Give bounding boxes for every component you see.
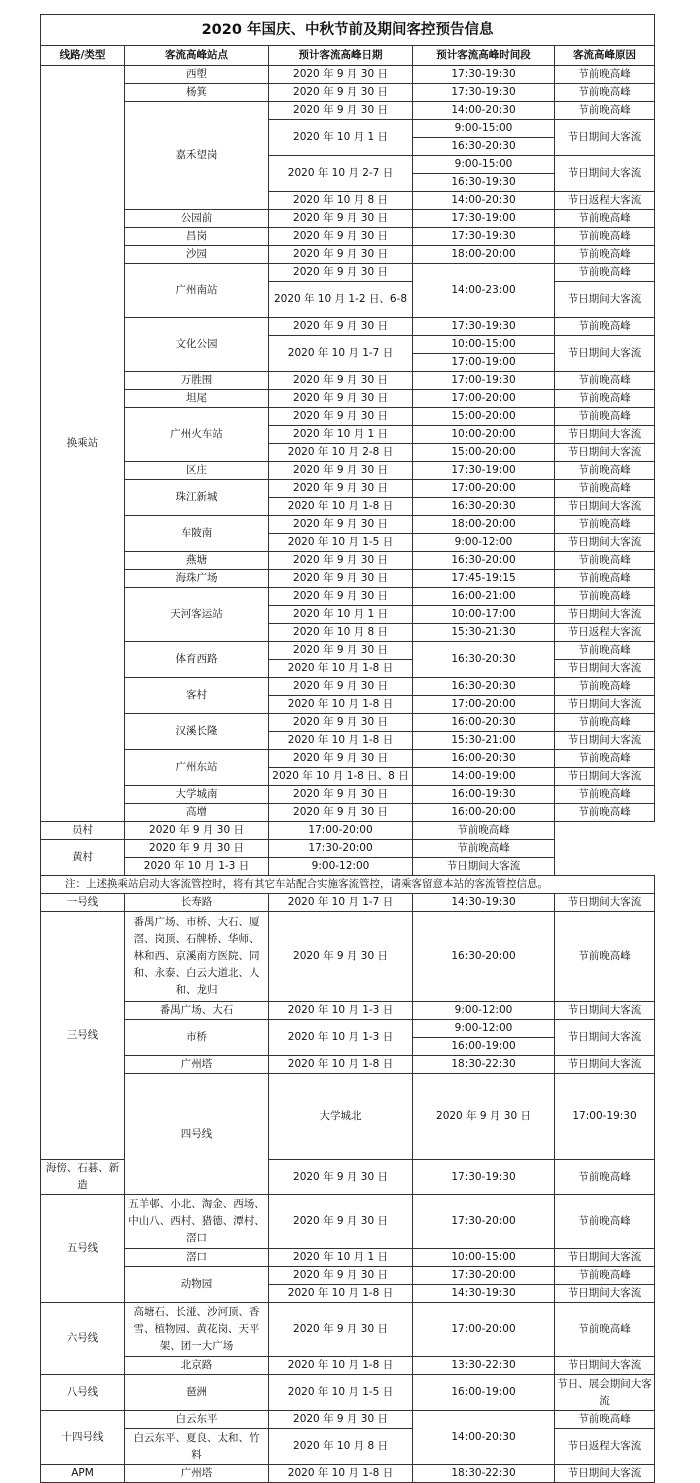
table-cell: 节日期间大客流 (555, 534, 655, 552)
table-cell: 17:30-19:00 (413, 210, 555, 228)
table-row (41, 84, 655, 102)
table-cell: 2020 年 10 月 1-8 日 (269, 498, 413, 516)
table-cell: APM (41, 1465, 125, 1483)
table-cell: 番禺广场、市桥、大石、厦 滘、岗顶、石牌桥、华师、 林和西、京溪南方医院、同 和、永泰、白云大道北、人 和、龙归 (125, 912, 269, 1002)
table-cell: 2020 年 9 月 30 日 (269, 1303, 413, 1357)
table-cell: 2020 年 9 月 30 日 (269, 570, 413, 588)
table-cell: 2020 年 9 月 30 日 (269, 390, 413, 408)
table-cell: 2020 年 10 月 1-8 日 (269, 1465, 413, 1483)
table-cell: 节前晚高峰 (555, 912, 655, 1002)
table-cell: 杨箕 (125, 84, 269, 102)
table-cell: 16:30-20:30 (413, 138, 555, 156)
table-cell: 2020 年 9 月 30 日 (269, 1411, 413, 1429)
table-cell: 市桥 (125, 1020, 269, 1056)
table-cell: 2020 年 10 月 1-8 日 (269, 1056, 413, 1074)
table-cell: 15:30-21:00 (413, 732, 555, 750)
header-line-type: 线路/类型 (41, 46, 125, 66)
table-cell: 节前晚高峰 (555, 1411, 655, 1429)
table-cell: 节日期间大客流 (555, 696, 655, 714)
table-row (41, 1267, 655, 1285)
table-cell: 13:30-22:30 (413, 1357, 555, 1375)
table-cell: 节日期间大客流 (555, 1002, 655, 1020)
table-cell: 2020 年 9 月 30 日 (269, 912, 413, 1002)
transfer-note: 注：上述换乘站启动大客流管控时，将有其它车站配合实施客流管控，请乘客留意本站的客流管控信息。 (41, 876, 655, 894)
table-cell: 长寿路 (125, 894, 269, 912)
table-cell: 18:00-20:00 (413, 516, 555, 534)
table-cell: 2020 年 9 月 30 日 (269, 66, 413, 84)
table-row (41, 876, 655, 894)
table-cell: 节日期间大客流 (555, 426, 655, 444)
table-cell: 员村 (41, 822, 125, 840)
table-cell: 西塱 (125, 66, 269, 84)
table-cell: 18:30-22:30 (413, 1056, 555, 1074)
table-cell: 白云东平、夏良、太和、竹 料 (125, 1429, 269, 1465)
title-row (41, 15, 655, 46)
table-cell: 北京路 (125, 1357, 269, 1375)
table-row (41, 786, 655, 804)
table-row (41, 1249, 655, 1267)
table-cell: 广州塔 (125, 1056, 269, 1074)
table-cell: 广州东站 (125, 750, 269, 786)
table-cell: 大学城南 (125, 786, 269, 804)
table-cell: 昌岗 (125, 228, 269, 246)
table-cell: 文化公园 (125, 318, 269, 372)
table-cell: 10:00-20:00 (413, 426, 555, 444)
table-cell: 2020 年 9 月 30 日 (269, 84, 413, 102)
table-row (41, 552, 655, 570)
table-cell: 2020 年 10 月 1 日 (269, 606, 413, 624)
table-row (41, 1074, 655, 1160)
table-cell: 2020 年 10 月 1-3 日 (269, 1002, 413, 1020)
table-cell: 2020 年 9 月 30 日 (269, 318, 413, 336)
table-row (41, 1195, 655, 1213)
table-cell: 17:00-20:00 (413, 696, 555, 714)
table-cell: 节日返程大客流 (555, 1429, 655, 1465)
table-cell: 公园前 (125, 210, 269, 228)
table-cell: 节前晚高峰 (555, 228, 655, 246)
table-cell: 节日期间大客流 (555, 120, 655, 156)
table-cell: 16:00-19:30 (413, 786, 555, 804)
table-cell: 16:30-20:00 (413, 912, 555, 1002)
table-cell: 节前晚高峰 (555, 84, 655, 102)
table-cell: 17:00-20:00 (413, 390, 555, 408)
table-cell: 2020 年 10 月 1-8 日 (269, 732, 413, 750)
table-cell: 动物园 (125, 1267, 269, 1303)
table-cell: 八号线 (41, 1375, 125, 1411)
table-cell: 节前晚高峰 (555, 264, 655, 282)
header-date: 预计客流高峰日期 (269, 46, 413, 66)
table-cell: 节前晚高峰 (555, 786, 655, 804)
table-cell: 10:00-15:00 (413, 1249, 555, 1267)
table-cell: 节前晚高峰 (555, 462, 655, 480)
table-cell: 节日期间大客流 (555, 1465, 655, 1483)
table-row (41, 588, 655, 606)
table-cell: 10:00-15:00 (413, 336, 555, 354)
table-cell: 17:45-19:15 (413, 570, 555, 588)
table-cell: 2020 年 9 月 30 日 (269, 372, 413, 390)
info-table-container (40, 14, 654, 1483)
table-row (41, 1303, 655, 1321)
table-cell: 16:30-19:30 (413, 174, 555, 192)
table-cell: 2020 年 9 月 30 日 (269, 264, 413, 282)
table-cell: 17:00-20:00 (413, 480, 555, 498)
table-cell: 高塘石、长湴、沙河顶、香 雪、植物园、黄花岗、天平 架、团一大广场 (125, 1303, 269, 1357)
table-cell: 2020 年 10 月 1-8 日、8 日 (269, 768, 413, 786)
table-row (41, 372, 655, 390)
table-cell: 高增 (125, 804, 269, 822)
table-cell: 17:30-19:00 (413, 462, 555, 480)
header-time: 预计客流高峰时间段 (413, 46, 555, 66)
table-row (41, 678, 655, 696)
table-cell: 2020 年 9 月 30 日 (269, 786, 413, 804)
table-row (41, 714, 655, 732)
table-cell: 18:00-20:00 (413, 246, 555, 264)
table-cell: 9:00-12:00 (413, 1020, 555, 1038)
table-cell: 16:00-19:00 (413, 1038, 555, 1056)
table-cell: 14:30-19:30 (413, 894, 555, 912)
table-cell: 9:00-15:00 (413, 156, 555, 174)
table-cell: 节日期间大客流 (555, 444, 655, 462)
table-cell: 2020 年 10 月 1-7 日 (269, 336, 413, 372)
table-cell: 节前晚高峰 (555, 246, 655, 264)
table-cell: 节前晚高峰 (555, 804, 655, 822)
table-row (41, 858, 655, 876)
table-row (41, 1002, 655, 1020)
table-cell: 2020 年 9 月 30 日 (269, 804, 413, 822)
table-cell: 2020 年 10 月 1-5 日 (269, 534, 413, 552)
table-cell: 2020 年 9 月 30 日 (269, 246, 413, 264)
table-cell: 广州火车站 (125, 408, 269, 462)
header-row (41, 46, 655, 66)
table-cell: 2020 年 9 月 30 日 (269, 408, 413, 426)
table-cell: 2020 年 9 月 30 日 (125, 840, 269, 858)
table-cell: 2020 年 9 月 30 日 (269, 480, 413, 498)
table-row (41, 480, 655, 498)
table-row (41, 246, 655, 264)
table-cell: 节前晚高峰 (555, 372, 655, 390)
table-cell: 15:30-21:30 (413, 624, 555, 642)
table-cell: 万胜围 (125, 372, 269, 390)
table-cell: 2020 年 9 月 30 日 (269, 552, 413, 570)
table-cell: 海珠广场 (125, 570, 269, 588)
table-cell: 节前晚高峰 (555, 552, 655, 570)
table-cell: 六号线 (41, 1303, 125, 1375)
table-cell: 15:00-20:00 (413, 444, 555, 462)
table-cell: 节日期间大客流 (555, 156, 655, 192)
table-cell: 天河客运站 (125, 588, 269, 642)
table-cell: 2020 年 9 月 30 日 (269, 1160, 413, 1195)
table-cell: 十四号线 (41, 1411, 125, 1465)
table-cell: 四号线 (125, 1074, 269, 1195)
table-cell: 2020 年 9 月 30 日 (269, 642, 413, 660)
table-row (41, 804, 655, 822)
table-cell: 2020 年 10 月 8 日 (269, 192, 413, 210)
table-row (41, 66, 655, 84)
table-cell: 2020 年 9 月 30 日 (269, 1267, 413, 1285)
table-cell: 2020 年 10 月 1 日 (269, 426, 413, 444)
table-cell: 2020 年 9 月 30 日 (269, 1195, 413, 1249)
table-row (41, 210, 655, 228)
table-cell: 2020 年 10 月 1-8 日 (269, 1285, 413, 1303)
table-cell: 节前晚高峰 (555, 66, 655, 84)
table-cell: 16:00-19:00 (413, 1375, 555, 1411)
table-cell: 车陂南 (125, 516, 269, 552)
table-cell: 9:00-12:00 (413, 534, 555, 552)
table-cell: 节前晚高峰 (555, 1303, 655, 1357)
table-row (41, 1375, 655, 1393)
table-cell: 9:00-12:00 (269, 858, 413, 876)
table-cell: 换乘站 (41, 66, 125, 822)
table-cell: 节前晚高峰 (555, 210, 655, 228)
table-cell: 2020 年 10 月 1-2 日、6-8 (269, 282, 413, 318)
table-cell: 节前晚高峰 (555, 516, 655, 534)
table-cell: 2020 年 10 月 1-7 日 (269, 894, 413, 912)
table-cell: 节前晚高峰 (555, 318, 655, 336)
table-cell: 2020 年 9 月 30 日 (269, 102, 413, 120)
table-cell: 2020 年 9 月 30 日 (413, 1074, 555, 1160)
passenger-flow-table (40, 14, 655, 1483)
table-cell: 节前晚高峰 (555, 678, 655, 696)
table-cell: 14:00-19:00 (413, 768, 555, 786)
table-row (41, 840, 655, 858)
table-row (41, 894, 655, 912)
table-cell: 16:00-20:30 (413, 714, 555, 732)
table-row (41, 642, 655, 660)
table-cell: 节前晚高峰 (555, 570, 655, 588)
table-row (41, 1357, 655, 1375)
table-cell: 2020 年 9 月 30 日 (269, 678, 413, 696)
table-row (41, 1020, 655, 1038)
table-cell: 17:30-20:00 (413, 1195, 555, 1249)
table-cell: 15:00-20:00 (413, 408, 555, 426)
table-row (41, 1411, 655, 1429)
table-cell: 节日期间大客流 (555, 1285, 655, 1303)
table-cell: 14:00-20:30 (413, 192, 555, 210)
table-cell: 节日期间大客流 (555, 894, 655, 912)
table-cell: 节日返程大客流 (555, 192, 655, 210)
table-cell: 嘉禾望岗 (125, 102, 269, 210)
table-cell: 节前晚高峰 (555, 714, 655, 732)
table-cell: 2020 年 9 月 30 日 (269, 750, 413, 768)
table-cell: 滘口 (125, 1249, 269, 1267)
table-row (41, 822, 655, 840)
table-row (41, 516, 655, 534)
table-cell: 体育西路 (125, 642, 269, 678)
table-cell: 一号线 (41, 894, 125, 912)
table-cell: 节日期间大客流 (555, 768, 655, 786)
page-title: 2020 年国庆、中秋节前及期间客控预告信息 (41, 15, 655, 46)
table-cell: 2020 年 9 月 30 日 (269, 516, 413, 534)
table-cell: 节日、展会期间大客 流 (555, 1375, 655, 1411)
table-cell: 14:00-20:30 (413, 102, 555, 120)
table-cell: 节日期间大客流 (413, 858, 555, 876)
table-cell: 2020 年 10 月 2-8 日 (269, 444, 413, 462)
table-cell: 节日期间大客流 (555, 336, 655, 372)
table-cell: 节日期间大客流 (555, 1020, 655, 1056)
table-cell: 节前晚高峰 (555, 102, 655, 120)
table-cell: 广州塔 (125, 1465, 269, 1483)
table-cell: 16:30-20:30 (413, 678, 555, 696)
table-cell: 客村 (125, 678, 269, 714)
table-cell: 2020 年 10 月 1-8 日 (269, 696, 413, 714)
table-row (41, 228, 655, 246)
table-cell: 17:00-20:00 (413, 1303, 555, 1357)
table-cell: 琶洲 (125, 1375, 269, 1411)
table-cell: 16:30-20:00 (413, 552, 555, 570)
table-cell: 节前晚高峰 (555, 1267, 655, 1285)
table-cell: 17:00-19:00 (413, 354, 555, 372)
table-row (41, 1056, 655, 1074)
table-row (41, 102, 655, 120)
table-cell: 17:30-19:30 (413, 84, 555, 102)
table-cell: 节日期间大客流 (555, 732, 655, 750)
table-cell: 2020 年 9 月 30 日 (269, 228, 413, 246)
table-cell: 节前晚高峰 (555, 750, 655, 768)
table-cell: 节前晚高峰 (555, 1195, 655, 1249)
table-cell: 汉溪长隆 (125, 714, 269, 750)
table-row (41, 1429, 655, 1447)
table-row (41, 264, 655, 282)
table-cell: 番禺广场、大石 (125, 1002, 269, 1020)
table-cell: 16:30-20:30 (413, 642, 555, 678)
table-cell: 五羊邨、小北、淘金、西场、 中山八、西村、猎德、潭村、 滘口 (125, 1195, 269, 1249)
table-cell: 广州南站 (125, 264, 269, 318)
table-cell: 节前晚高峰 (555, 390, 655, 408)
table-cell: 节日期间大客流 (555, 1357, 655, 1375)
table-cell: 17:30-19:30 (413, 1160, 555, 1195)
table-cell: 17:30-19:30 (413, 228, 555, 246)
table-cell: 五号线 (41, 1195, 125, 1303)
table-cell: 2020 年 10 月 1-3 日 (125, 858, 269, 876)
table-cell: 节前晚高峰 (555, 408, 655, 426)
table-cell: 16:00-20:00 (413, 804, 555, 822)
table-cell: 9:00-15:00 (413, 120, 555, 138)
table-cell: 18:30-22:30 (413, 1465, 555, 1483)
table-cell: 17:00-19:30 (555, 1074, 655, 1160)
table-cell: 2020 年 9 月 30 日 (269, 462, 413, 480)
table-cell: 节日期间大客流 (555, 282, 655, 318)
table-cell: 2020 年 10 月 8 日 (269, 1429, 413, 1465)
table-cell: 海傍、石碁、新造 (41, 1160, 125, 1195)
table-cell: 燕塘 (125, 552, 269, 570)
table-cell: 14:00-23:00 (413, 264, 555, 318)
table-cell: 17:00-20:00 (269, 822, 413, 840)
table-cell: 2020 年 10 月 1 日 (269, 1249, 413, 1267)
table-cell: 节日期间大客流 (555, 1056, 655, 1074)
table-cell: 2020 年 10 月 1-5 日 (269, 1375, 413, 1411)
table-row (41, 750, 655, 768)
table-cell: 2020 年 10 月 1-8 日 (269, 660, 413, 678)
table-cell: 2020 年 9 月 30 日 (269, 210, 413, 228)
table-cell: 节前晚高峰 (555, 1160, 655, 1195)
table-cell: 2020 年 10 月 1 日 (269, 120, 413, 156)
table-cell: 16:00-20:30 (413, 750, 555, 768)
table-cell: 17:30-19:30 (413, 318, 555, 336)
table-cell: 2020 年 10 月 8 日 (269, 624, 413, 642)
table-cell: 节前晚高峰 (413, 840, 555, 858)
table-row (41, 462, 655, 480)
table-cell: 大学城北 (269, 1074, 413, 1160)
table-cell: 16:00-21:00 (413, 588, 555, 606)
table-cell: 三号线 (41, 912, 125, 1160)
table-row (41, 570, 655, 588)
table-cell: 节日期间大客流 (555, 606, 655, 624)
table-cell: 2020 年 9 月 30 日 (269, 588, 413, 606)
table-row (41, 912, 655, 930)
table-cell: 白云东平 (125, 1411, 269, 1429)
table-cell: 17:30-19:30 (413, 66, 555, 84)
table-cell: 节日返程大客流 (555, 624, 655, 642)
table-cell: 节日期间大客流 (555, 498, 655, 516)
table-cell: 17:30-20:00 (269, 840, 413, 858)
table-cell: 10:00-17:00 (413, 606, 555, 624)
table-cell: 14:30-19:30 (413, 1285, 555, 1303)
table-cell: 2020 年 9 月 30 日 (269, 714, 413, 732)
table-cell: 区庄 (125, 462, 269, 480)
header-station: 客流高峰站点 (125, 46, 269, 66)
table-cell: 沙园 (125, 246, 269, 264)
table-cell: 节前晚高峰 (413, 822, 555, 840)
table-cell: 珠江新城 (125, 480, 269, 516)
table-row (41, 408, 655, 426)
table-cell: 16:30-20:30 (413, 498, 555, 516)
table-cell: 节日期间大客流 (555, 660, 655, 678)
table-cell: 17:00-19:30 (413, 372, 555, 390)
table-cell: 2020 年 10 月 1-3 日 (269, 1020, 413, 1056)
header-reason: 客流高峰原因 (555, 46, 655, 66)
table-row (41, 390, 655, 408)
table-cell: 节前晚高峰 (555, 588, 655, 606)
table-cell: 节前晚高峰 (555, 480, 655, 498)
table-cell: 2020 年 9 月 30 日 (125, 822, 269, 840)
table-row (41, 318, 655, 336)
table-cell: 黄村 (41, 840, 125, 876)
table-row (41, 1465, 655, 1483)
table-cell: 2020 年 10 月 2-7 日 (269, 156, 413, 192)
table-cell: 17:30-20:00 (413, 1267, 555, 1285)
table-cell: 14:00-20:30 (413, 1411, 555, 1465)
table-cell: 坦尾 (125, 390, 269, 408)
table-cell: 2020 年 10 月 1-8 日 (269, 1357, 413, 1375)
table-cell: 节日期间大客流 (555, 1249, 655, 1267)
table-cell: 9:00-12:00 (413, 1002, 555, 1020)
table-cell: 节前晚高峰 (555, 642, 655, 660)
